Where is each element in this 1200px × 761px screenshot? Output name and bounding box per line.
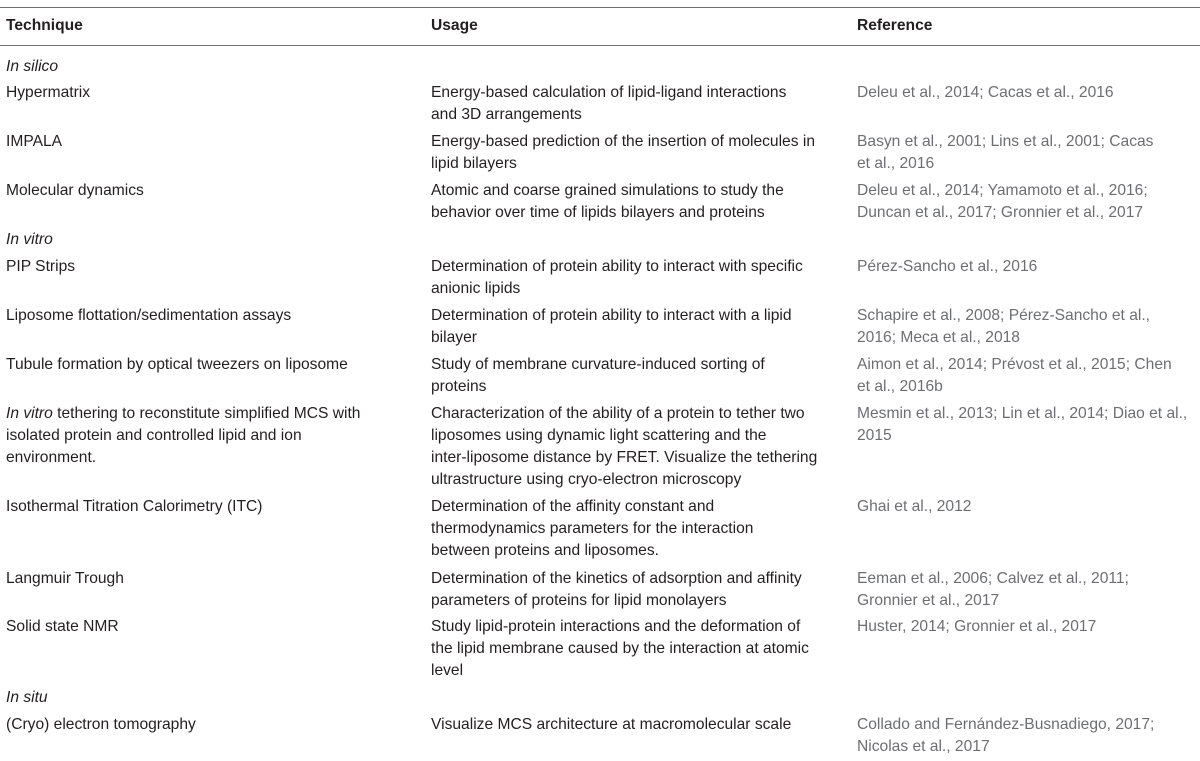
reference-line: Huster, 2014; Gronnier et al., 2017 bbox=[857, 618, 1097, 635]
usage-line: bilayer bbox=[431, 329, 477, 346]
usage-cell bbox=[431, 616, 831, 682]
section-title-in-situ: In situ bbox=[6, 689, 48, 706]
usage-line: Visualize MCS architecture at macromolecular scale bbox=[431, 716, 792, 733]
technique-line: Liposome flottation/sedimentation assays bbox=[6, 307, 292, 324]
usage-line: Determination of protein ability to interact with a lipid bbox=[431, 307, 792, 324]
reference-cell bbox=[857, 496, 1197, 518]
header-technique: Technique bbox=[6, 17, 83, 34]
usage-cell bbox=[431, 403, 831, 491]
reference-line: Ghai et al., 2012 bbox=[857, 498, 972, 515]
usage-line: Characterization of the ability of a protein to tether two bbox=[431, 405, 805, 422]
usage-line: liposomes using dynamic light scattering and the bbox=[431, 427, 767, 444]
reference-line: Nicolas et al., 2017 bbox=[857, 738, 990, 755]
technique-line bbox=[6, 403, 406, 425]
technique-cell bbox=[6, 568, 406, 590]
usage-line: Determination of the kinetics of adsorption and affinity bbox=[431, 570, 802, 587]
technique-line: Molecular dynamics bbox=[6, 182, 144, 199]
technique-cell bbox=[6, 403, 406, 469]
technique-line: PIP Strips bbox=[6, 258, 76, 275]
reference-line: Collado and Fernández-Busnadiego, 2017; bbox=[857, 716, 1155, 733]
usage-line: behavior over time of lipids bilayers and proteins bbox=[431, 204, 765, 221]
technique-line: environment. bbox=[6, 449, 97, 466]
header-rule bbox=[0, 45, 1200, 46]
usage-cell bbox=[431, 714, 831, 736]
reference-line: Duncan et al., 2017; Gronnier et al., 2017 bbox=[857, 204, 1144, 221]
reference-cell bbox=[857, 403, 1197, 447]
usage-cell bbox=[431, 256, 831, 300]
reference-cell bbox=[857, 714, 1197, 758]
usage-cell bbox=[431, 496, 831, 562]
technique-cell bbox=[6, 180, 406, 202]
usage-line: Atomic and coarse grained simulations to study the bbox=[431, 182, 784, 199]
reference-line: 2016; Meca et al., 2018 bbox=[857, 329, 1020, 346]
usage-line: Study lipid-protein interactions and the deformation of bbox=[431, 618, 801, 635]
usage-cell bbox=[431, 180, 831, 224]
usage-line: anionic lipids bbox=[431, 280, 521, 297]
usage-line: between proteins and liposomes. bbox=[431, 542, 659, 559]
reference-line: Pérez-Sancho et al., 2016 bbox=[857, 258, 1038, 275]
technique-line: isolated protein and controlled lipid and ion bbox=[6, 427, 302, 444]
usage-line: Energy-based prediction of the insertion of molecules in bbox=[431, 133, 815, 150]
technique-cell bbox=[6, 131, 406, 153]
technique-line: Tubule formation by optical tweezers on liposome bbox=[6, 356, 348, 373]
usage-line: Determination of protein ability to interact with specific bbox=[431, 258, 803, 275]
usage-cell bbox=[431, 82, 831, 126]
reference-line: Mesmin et al., 2013; Lin et al., 2014; Diao et al., bbox=[857, 405, 1188, 422]
technique-cell bbox=[6, 256, 406, 278]
technique-line: Solid state NMR bbox=[6, 618, 119, 635]
reference-cell bbox=[857, 354, 1197, 398]
technique-cell bbox=[6, 305, 406, 327]
usage-line: lipid bilayers bbox=[431, 155, 517, 172]
section-title-in-vitro: In vitro bbox=[6, 231, 53, 248]
reference-line: Aimon et al., 2014; Prévost et al., 2015; Chen bbox=[857, 356, 1172, 373]
reference-cell bbox=[857, 82, 1197, 104]
reference-line: et al., 2016b bbox=[857, 378, 943, 395]
reference-line: Gronnier et al., 2017 bbox=[857, 592, 1000, 609]
usage-line: Energy-based calculation of lipid-ligand interactions bbox=[431, 84, 787, 101]
technique-line: Langmuir Trough bbox=[6, 570, 124, 587]
technique-line: (Cryo) electron tomography bbox=[6, 716, 196, 733]
reference-cell bbox=[857, 131, 1197, 175]
reference-cell bbox=[857, 256, 1197, 278]
reference-line: 2015 bbox=[857, 427, 892, 444]
usage-line: Determination of the affinity constant and bbox=[431, 498, 715, 515]
technique-cell bbox=[6, 616, 406, 638]
usage-line: Study of membrane curvature-induced sorting of bbox=[431, 356, 765, 373]
usage-line: proteins bbox=[431, 378, 487, 395]
reference-line: Deleu et al., 2014; Cacas et al., 2016 bbox=[857, 84, 1114, 101]
reference-line: Schapire et al., 2008; Pérez-Sancho et al., bbox=[857, 307, 1150, 324]
reference-line: Basyn et al., 2001; Lins et al., 2001; Cacas bbox=[857, 133, 1154, 150]
reference-line: Deleu et al., 2014; Yamamoto et al., 2016; bbox=[857, 182, 1148, 199]
technique-line: Isothermal Titration Calorimetry (ITC) bbox=[6, 498, 263, 515]
usage-line: thermodynamics parameters for the interaction bbox=[431, 520, 754, 537]
reference-cell bbox=[857, 568, 1197, 612]
usage-line: parameters of proteins for lipid monolayers bbox=[431, 592, 727, 609]
reference-cell bbox=[857, 305, 1197, 349]
technique-line: Hypermatrix bbox=[6, 84, 91, 101]
usage-line: and 3D arrangements bbox=[431, 106, 582, 123]
technique-cell bbox=[6, 354, 406, 376]
usage-cell bbox=[431, 568, 831, 612]
technique-italic-term: In vitro bbox=[6, 405, 53, 422]
usage-cell bbox=[431, 131, 831, 175]
reference-line: Eeman et al., 2006; Calvez et al., 2011; bbox=[857, 570, 1129, 587]
technique-line-text: tethering to reconstitute simplified MCS with bbox=[52, 405, 361, 422]
header-usage: Usage bbox=[431, 17, 478, 34]
technique-cell bbox=[6, 82, 406, 104]
section-title-in-silico: In silico bbox=[6, 58, 58, 75]
usage-line: inter-liposome distance by FRET. Visualize the tethering bbox=[431, 449, 818, 466]
table-top-rule bbox=[0, 7, 1200, 8]
header-reference: Reference bbox=[857, 17, 933, 34]
usage-line: level bbox=[431, 662, 464, 679]
reference-cell bbox=[857, 616, 1197, 638]
technique-cell bbox=[6, 714, 406, 736]
technique-line: IMPALA bbox=[6, 133, 63, 150]
reference-line: et al., 2016 bbox=[857, 155, 935, 172]
usage-line: the lipid membrane caused by the interaction at atomic bbox=[431, 640, 809, 657]
usage-cell bbox=[431, 354, 831, 398]
usage-cell bbox=[431, 305, 831, 349]
technique-cell bbox=[6, 496, 406, 518]
reference-cell bbox=[857, 180, 1197, 224]
usage-line: ultrastructure using cryo-electron microscopy bbox=[431, 471, 742, 488]
